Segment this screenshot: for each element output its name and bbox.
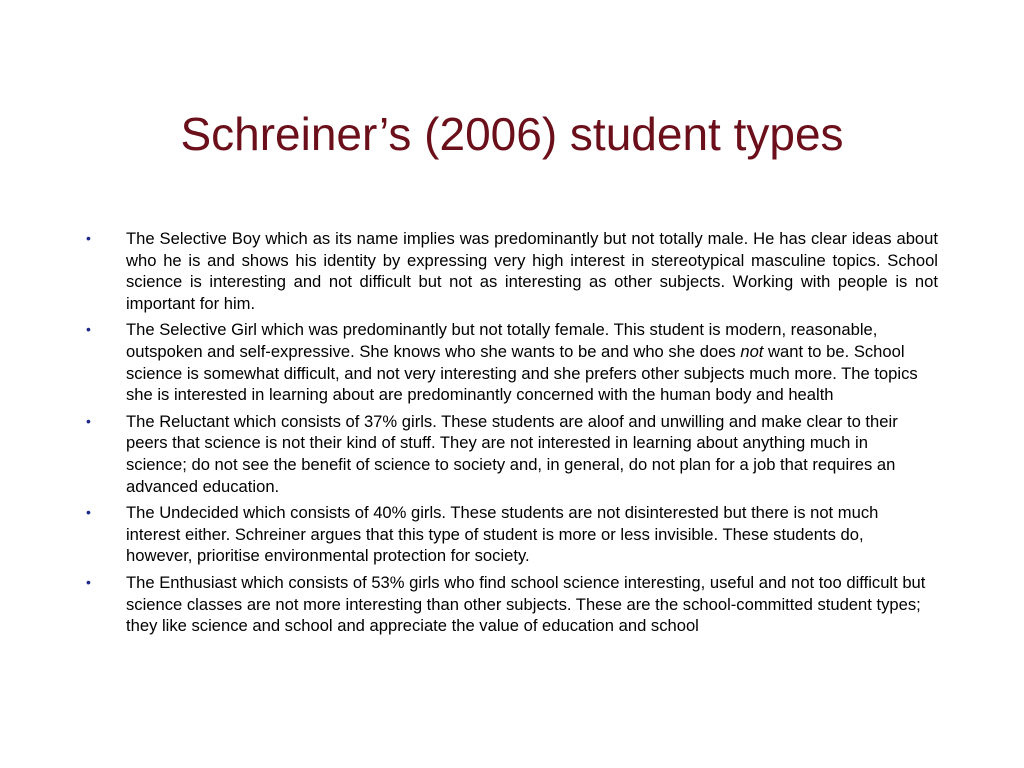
bullet-text-undecided: The Undecided which consists of 40% girls. These students are not disinterested but there is not much interest either. Schreiner argues that this type of student is more or less invisible. These students do, however, prioritise environmental protection for society. [126,503,879,566]
bullet-icon: • [86,504,91,521]
bullet-icon: • [86,573,91,590]
bullet-text-selective-girl-part1: The Selective Girl which was predominantly but not totally female. This student is modern, reasonable, outspoken and self-expressive. She knows who she wants to be and who she does [126,320,878,361]
bullet-text-selective-girl-part2: want to be. School science is somewhat difficult, and not very interesting and she prefers other subjects much more. The topics she is interested in learning about are predominantly concerned with the human body and health [126,341,918,405]
bullet-text-enthusiast: The Enthusiast which consists of 53% girls who find school science interesting, useful and not too difficult but science classes are not more interesting than other subjects. These are the school-committed student types; they like science and school and appreciate the value of education and school [126,572,926,636]
slide-title: Schreiner’s (2006) student types [180,108,844,160]
bullet-icon: • [86,321,91,338]
bullet-icon: • [86,230,91,246]
bullet-text-selective-girl [126,319,938,405]
bullet-list [86,228,938,642]
bullet-item-selective-boy [86,228,938,314]
bullet-item-selective-girl [86,319,938,405]
bullet-text-selective-boy: The Selective Boy which as its name implies was predominantly but not totally male. He has clear ideas about who he is and shows his identity by expressing very high interest in stereotypical masculine topics. School science is interesting and not difficult but not as interesting as other subjects. Working with people is not important for him. [126,229,938,313]
bullet-item-enthusiast [86,572,938,637]
bullet-text-selective-girl-emphasis: not [740,341,764,361]
bullet-item-reluctant [86,411,938,497]
bullet-text-reluctant: The Reluctant which consists of 37% girls. These students are aloof and unwilling and make clear to their peers that science is not their kind of stuff. They are not interested in learning about anything much in science; do not see the benefit of science to society and, in general, do not plan for a job that requires an advanced education. [126,411,898,496]
bullet-icon: • [86,412,91,429]
bullet-item-undecided [86,502,938,567]
